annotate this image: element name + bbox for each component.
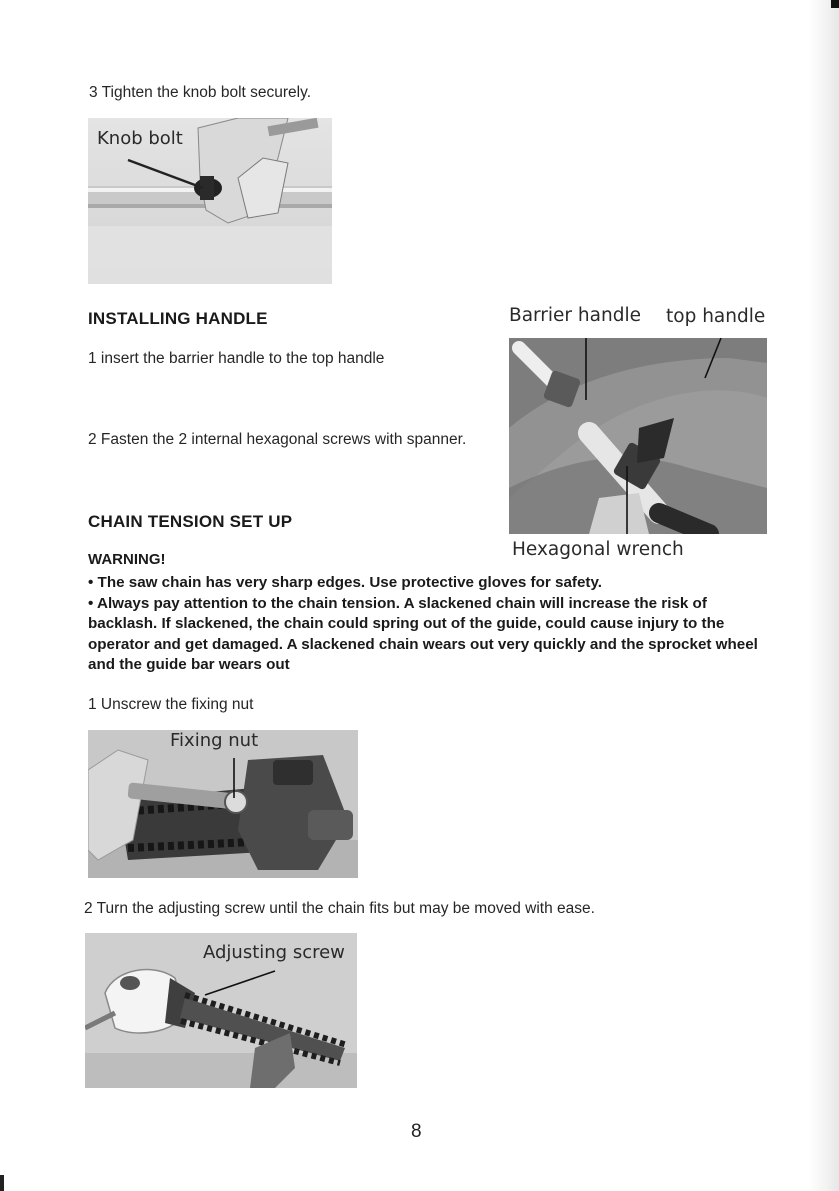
chain-tension-heading: CHAIN TENSION SET UP [88,512,293,531]
hexagonal-wrench-label: Hexagonal wrench [512,539,684,560]
knob-bolt-label: Knob bolt [97,128,183,149]
installing-step2: 2 Fasten the 2 internal hexagonal screws with spanner. [88,431,467,448]
installing-handle-heading: INSTALLING HANDLE [88,309,268,328]
fixing-nut-label: Fixing nut [170,730,259,751]
warning-title: WARNING! [88,551,166,568]
page-number: 8 [411,1121,422,1142]
chain-step2: 2 Turn the adjusting screw until the chain fits but may be moved with ease. [84,900,595,917]
margin-mark [0,1175,4,1191]
fixing-nut-photo [88,730,358,878]
barrier-handle-label: Barrier handle [509,305,641,326]
adjusting-screw-photo [85,933,357,1088]
page-edge-shadow [809,0,839,1191]
warning-body [88,573,778,676]
step3-text: 3 Tighten the knob bolt securely. [89,84,312,101]
warning-bullet-1: • The saw chain has very sharp edges. Use protective gloves for safety. [88,574,603,591]
handle-photo [509,338,767,534]
installing-step1: 1 insert the barrier handle to the top handle [88,350,385,367]
warning-bullet-2: • Always pay attention to the chain tension. A slackened chain will increase the risk of backlash. If slackened, the chain could spring out of the guide, could cause injury to the operator and get damaged. A slackened chain wears out very quickly and the sprocket wheel and the guide bar wears out [88,594,758,673]
chain-step1: 1 Unscrew the fixing nut [88,696,254,713]
adjusting-screw-label: Adjusting screw [203,942,345,963]
corner-mark [831,0,839,8]
top-handle-label: top handle [666,306,766,327]
knob-bolt-photo [88,118,332,284]
